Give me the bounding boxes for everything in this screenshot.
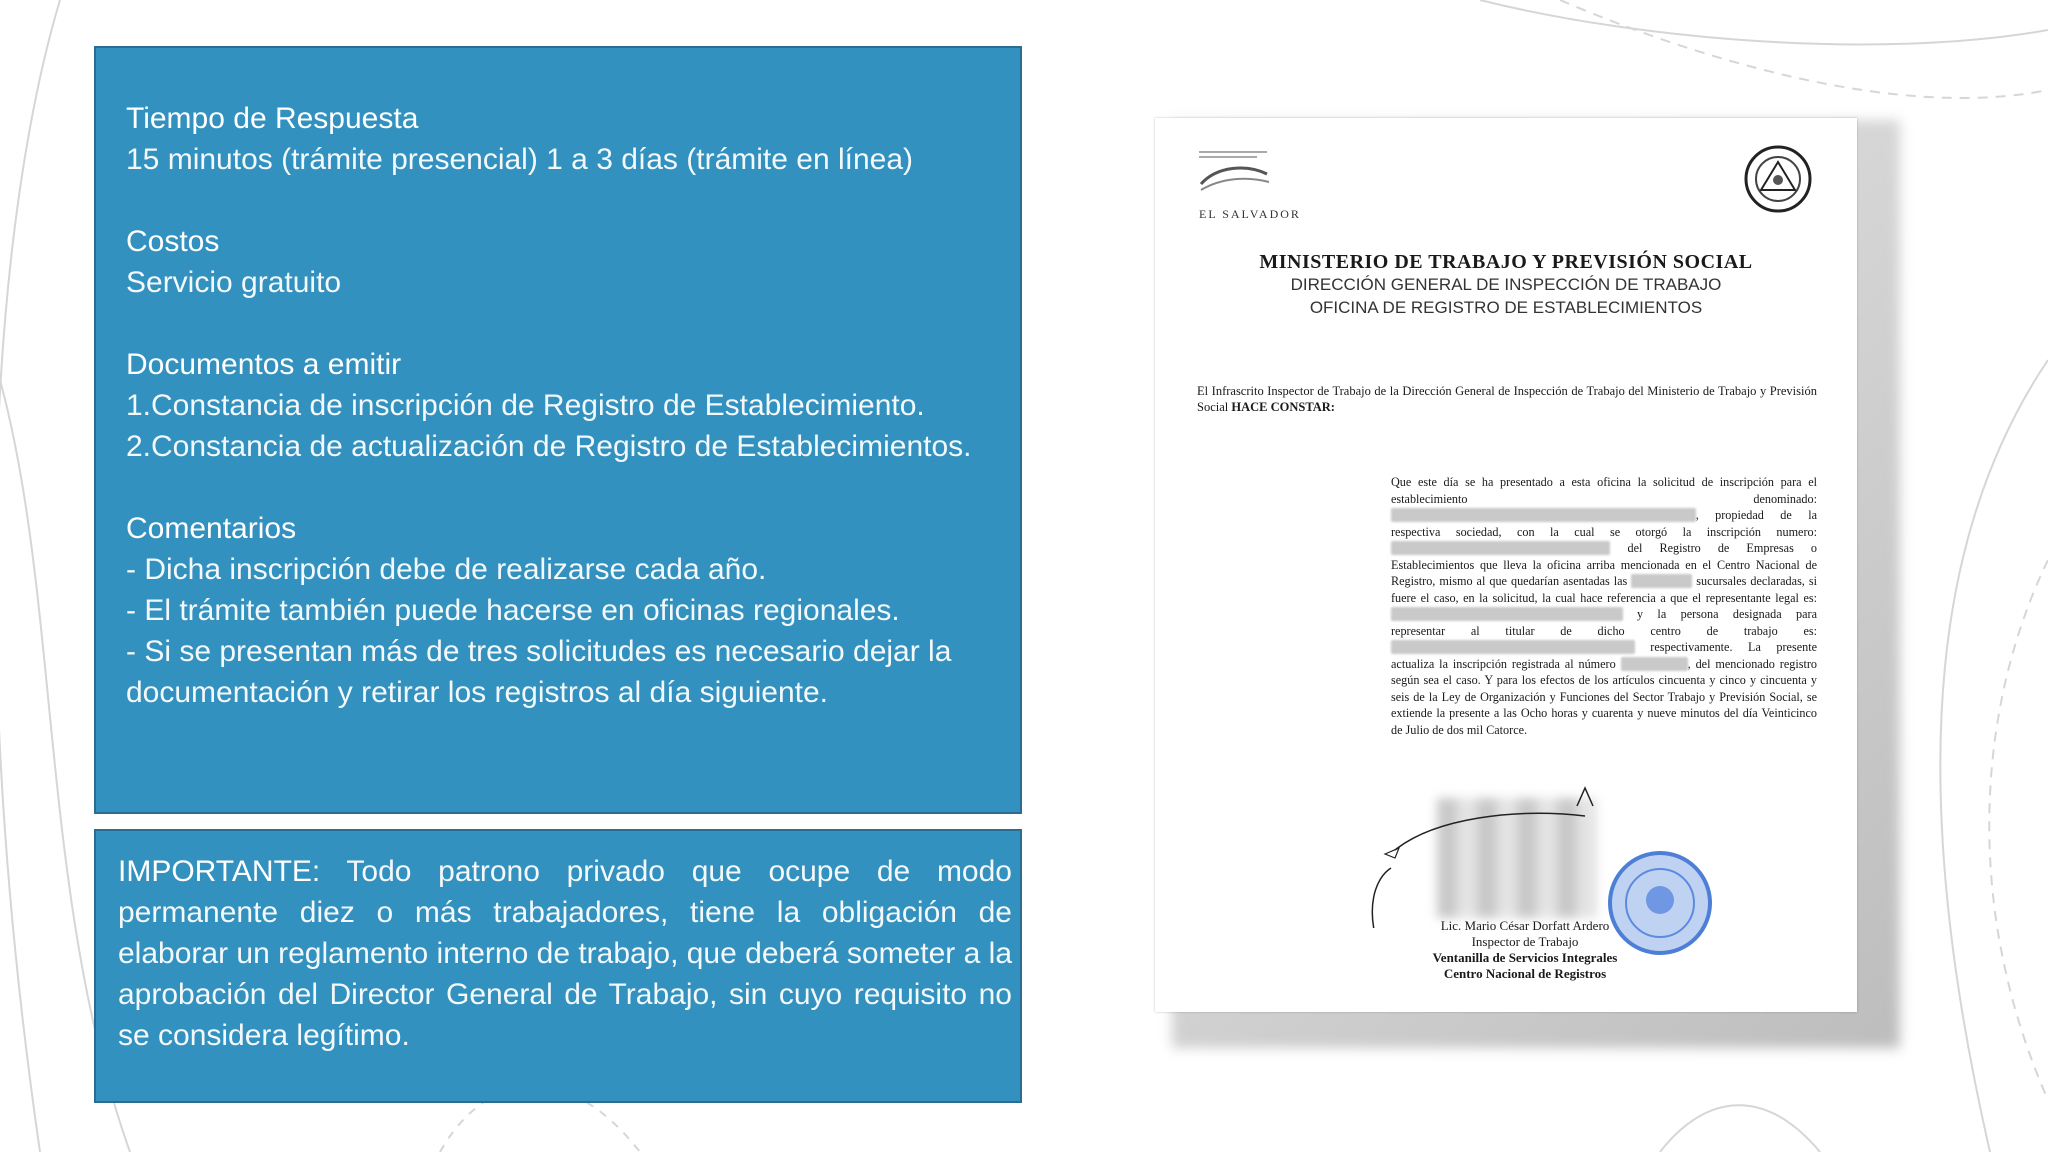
redacted-field — [1391, 640, 1635, 654]
section-line: Servicio gratuito — [126, 266, 342, 299]
important-panel — [94, 829, 1022, 1103]
redacted-field — [1391, 607, 1623, 621]
section-line: - Dicha inscripción debe de realizarse cada año. — [126, 553, 767, 586]
logo-text: EL SALVADOR — [1199, 207, 1301, 221]
directorate-title: DIRECCIÓN GENERAL DE INSPECCIÓN DE TRABAJO — [1290, 275, 1722, 294]
section-line: 15 minutos (trámite presencial) 1 a 3 días (trámite en línea) — [126, 143, 914, 176]
signer-role: Inspector de Trabajo — [1471, 934, 1579, 949]
section-response-time — [126, 98, 1006, 180]
redacted-field — [1631, 574, 1692, 588]
redacted-field — [1621, 657, 1688, 671]
section-line: 2.Constancia de actualización de Registro de Establecimientos. — [126, 430, 972, 463]
signature-block — [1375, 918, 1675, 982]
important-label: IMPORTANTE: — [118, 855, 321, 888]
section-heading: Documentos a emitir — [126, 348, 402, 381]
coat-of-arms-seal — [1743, 144, 1813, 214]
signer-name: Lic. Mario César Dorfatt Ardero — [1440, 918, 1610, 933]
signer-office: Ventanilla de Servicios Integrales — [1432, 950, 1618, 965]
body-text: Que este día se ha presentado a esta oficina la solicitud de inscripción para el establecimiento denominado: — [1391, 475, 1817, 506]
certificate-intro — [1197, 383, 1817, 415]
redacted-field — [1391, 508, 1696, 522]
ministry-title: MINISTERIO DE TRABAJO Y PREVISIÓN SOCIAL — [1259, 251, 1753, 273]
redacted-field — [1391, 541, 1610, 555]
body-text: del Registro de Empresas o Establecimientos que lleva la oficina arriba mencionada en el Centro Nacional de Registro, mismo al que quedarían asentadas las — [1391, 541, 1817, 588]
important-body: Todo patrono privado que ocupe de modo permanente diez o más trabajadores, tiene la obligación de elaborar un reglamento interno de trabajo, que deberá someter a la aprobación del Director General de Trabajo, sin cuyo requisito no se considera legítimo. — [118, 855, 1012, 1052]
section-line: - Si se presentan más de tres solicitudes es necesario dejar la — [126, 635, 952, 668]
body-text: respectivamente. La presente actualiza la inscripción registrada al número — [1391, 640, 1818, 671]
body-text: y la persona designada para representar al titular de dicho centro de trabajo es: — [1391, 607, 1817, 638]
section-line: documentación y retirar los registros al día siguiente. — [126, 676, 829, 709]
section-line: 1.Constancia de inscripción de Registro de Establecimiento. — [126, 389, 925, 422]
body-text: , propiedad de la respectiva sociedad, con la cual se otorgó la inscripción numero: — [1391, 508, 1817, 539]
certificate-document — [1155, 118, 1857, 1012]
section-heading: Comentarios — [126, 512, 297, 545]
important-text — [118, 851, 1012, 1056]
signer-center: Centro Nacional de Registros — [1443, 966, 1607, 981]
certificate-body — [1391, 474, 1817, 738]
section-documents — [126, 344, 1006, 467]
section-heading: Tiempo de Respuesta — [126, 102, 419, 135]
section-line: - El trámite también puede hacerse en oficinas regionales. — [126, 594, 900, 627]
body-text: , del mencionado registro según sea el caso. Y para los efectos de los artículos cincuenta y cinco y cincuenta y seis de la Ley de Organización y Funciones del Sector Trabajo y Previsión Social, se extiende la presente a las Ocho horas y cuarenta y nueve minutos del día Veinticinco de Julio de dos mil Catorce. — [1391, 656, 1818, 737]
body-text: sucursales declaradas, si fuere el caso, en la solicitud, la cual hace referencia a que el representante legal es: — [1391, 574, 1817, 605]
section-costs — [126, 221, 1006, 303]
el-salvador-logo — [1197, 144, 1317, 224]
intro-text: El Infrascrito Inspector de Trabajo de la Dirección General de Inspección de Trabajo del Ministerio de Trabajo y Previsión Social — [1197, 384, 1817, 414]
office-title: OFICINA DE REGISTRO DE ESTABLECIMIENTOS — [1309, 298, 1703, 317]
info-panel — [94, 46, 1022, 814]
hace-constar: HACE CONSTAR: — [1231, 400, 1335, 414]
section-comments — [126, 508, 1006, 713]
section-heading: Costos — [126, 225, 220, 258]
